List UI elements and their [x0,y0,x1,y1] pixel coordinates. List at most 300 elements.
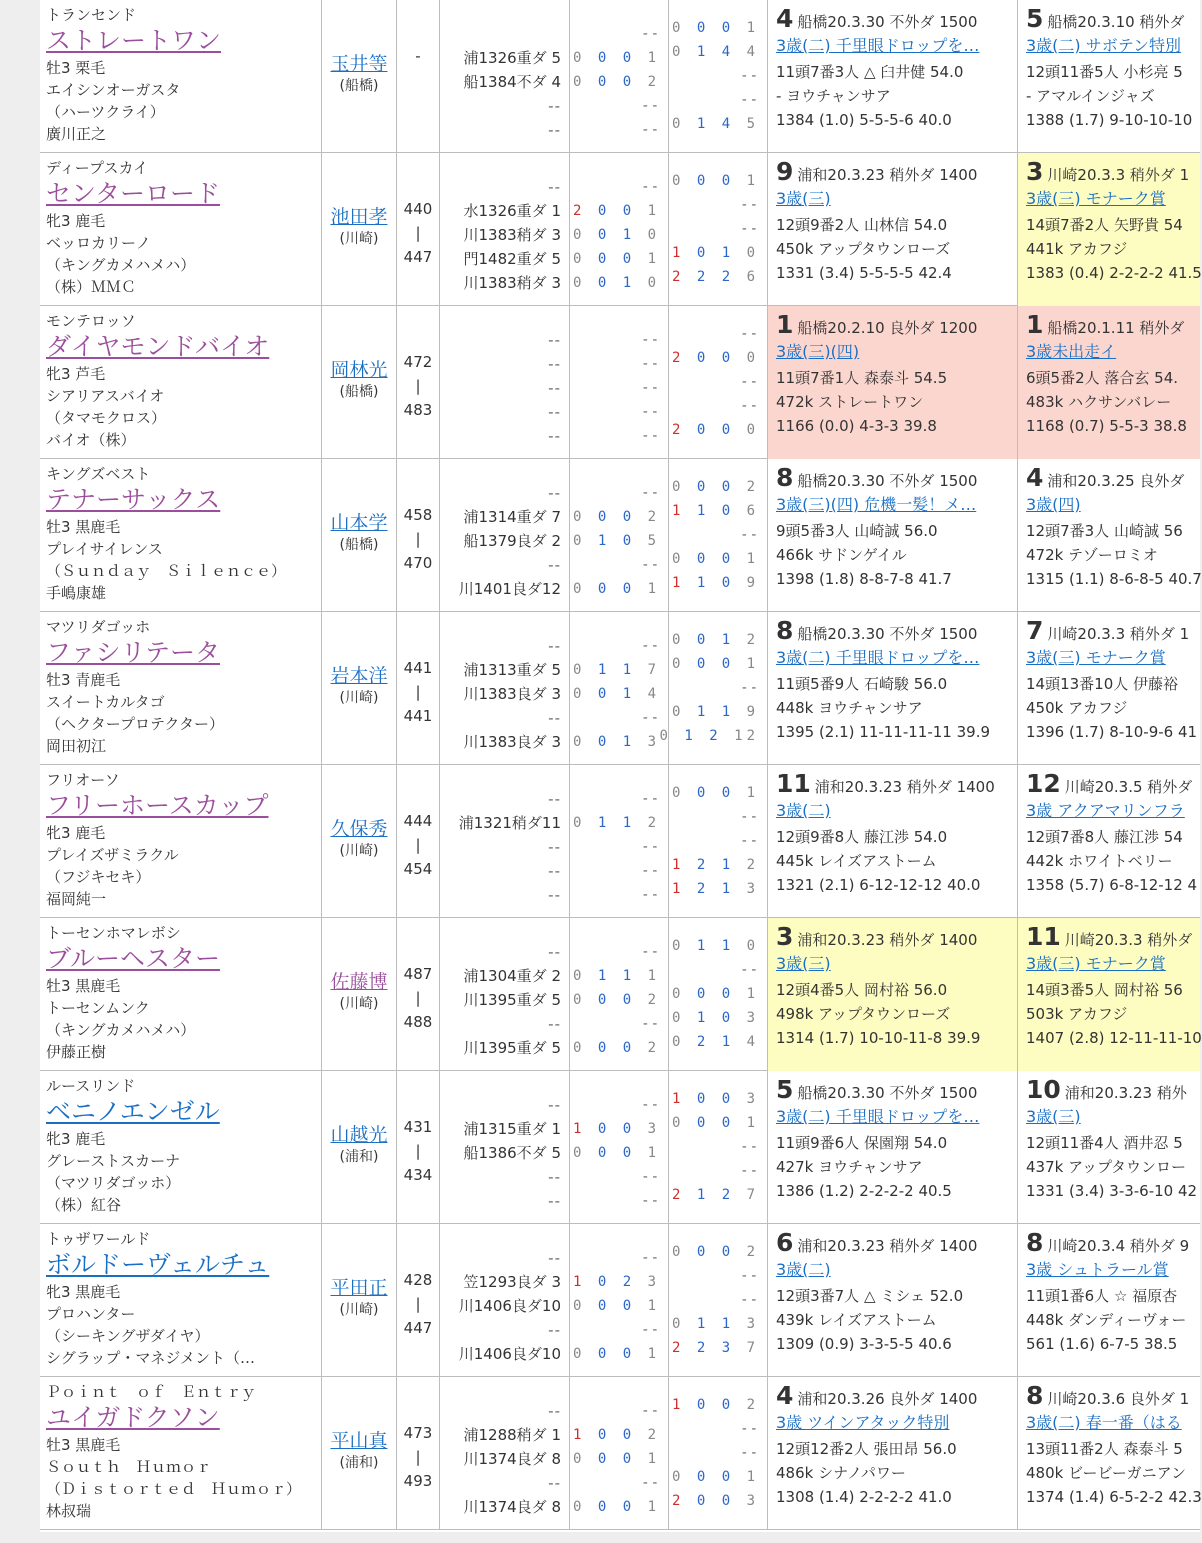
race-time: 1395 (2.1) 11-11-11-11 39.9 [776,723,991,741]
course-result-record: 1 0 0 2 [572,1427,660,1443]
course-result-record: 0 0 0 1 [572,251,660,267]
horse-name-link[interactable]: ファシリテータ [46,638,221,667]
sire-name: トーセンホマレボシ [46,924,181,942]
damsire-name: （シーキングザダイヤ） [46,1327,210,1345]
course-result-record: 0 1 0 5 [572,533,660,549]
jockey-name-link[interactable]: 平山真 [330,1430,388,1452]
empty-marker: -- [641,638,660,654]
damsire-name: （ヘクタープロテクター） [46,715,225,733]
last-race-cell [768,306,1018,459]
empty-marker: -- [740,221,759,237]
course-result-cell [570,0,669,153]
course-result-cell [570,612,669,765]
prev-race-cell [1018,1224,1200,1377]
empty-marker: -- [548,403,561,421]
weight-cell [397,459,440,612]
weight-separator: | [415,530,421,548]
course-result-cell [570,306,669,459]
race-time: 1396 (1.7) 8-10-9-6 41 [1026,723,1198,741]
race-class-link[interactable]: 3歳 アクアマリンフラ [1026,801,1185,820]
race-time: 1314 (1.7) 10-10-11-8 39.9 [776,1029,981,1047]
empty-marker: -- [641,710,660,726]
empty-marker: -- [641,332,660,348]
weight-min: 472 [403,353,433,371]
empty-marker: -- [641,1250,660,1266]
race-time: 1384 (1.0) 5-5-5-6 40.0 [776,111,952,129]
stats-cell [669,765,768,918]
record-stat: 0 0 0 1 [671,1115,759,1131]
last-race-cell [768,459,1018,612]
jockey-name-link[interactable]: 平田正 [330,1277,388,1299]
prev-race-cell [1018,1377,1200,1530]
race-winner: 445k レイズアストーム [776,852,937,870]
course-best-time: 船1386不ダ 5 [463,1144,561,1162]
race-class-link[interactable]: 3歳(四) [1026,495,1081,514]
empty-marker: -- [740,326,759,342]
horse-cell [40,612,322,765]
owner-name: 手嶋康雄 [46,584,107,602]
race-detail: 12頭11番5人 小杉亮 5 [1026,63,1183,81]
record-stat: 0 2 1 4 [671,1034,759,1050]
race-winner: 483k ハクサンバレー [1026,393,1172,411]
empty-marker: -- [641,887,660,903]
last-race-cell [768,153,1018,306]
race-time: 561 (1.6) 6-7-5 38.5 [1026,1335,1178,1353]
course-result-record: 0 1 1 2 [572,815,660,831]
dam-name: エイシンオーガスタ [46,81,181,99]
course-result-record: 0 0 0 2 [572,992,660,1008]
course-result-cell [570,1224,669,1377]
race-header: 川崎20.3.3 稍外ダ 1 [1047,625,1190,643]
empty-marker: -- [641,98,660,114]
empty-marker: -- [641,404,660,420]
race-detail: 14頭3番5人 岡村裕 56 [1026,981,1183,999]
race-header: 船橋20.3.30 不外ダ 1500 [797,1084,978,1102]
jockey-cell [322,1377,397,1530]
empty-marker: -- [740,833,759,849]
dam-name: トーセンムンク [46,999,150,1017]
race-class-link[interactable]: 3歳(三) モナーク賞 [1026,648,1166,667]
stats-cell [669,153,768,306]
race-winner: 466k サドンゲイル [776,546,907,564]
course-result-record: 1 0 2 3 [572,1274,660,1290]
empty-marker: -- [548,1474,561,1492]
owner-name: 福岡純一 [46,890,107,908]
stats-cell [669,306,768,459]
course-best-time: 川1395重ダ 5 [463,1039,561,1057]
jockey-name-link[interactable]: 岡林光 [330,359,388,381]
weight-max: 447 [403,248,433,266]
race-winner: 450k アカフジ [1026,699,1128,717]
empty-marker: -- [641,1475,660,1491]
record-stat: 0 0 0 1 [671,785,759,801]
race-time: 1398 (1.8) 8-8-7-8 41.7 [776,570,952,588]
race-time: 1315 (1.1) 8-6-8-5 40.7 [1026,570,1202,588]
race-detail: 11頭7番3人 △ 臼井健 54.0 [776,63,964,81]
empty-marker: -- [740,962,759,978]
course-best-time: 浦1304重ダ 2 [463,967,561,985]
jockey-cell [322,459,397,612]
jockey-cell [322,1071,397,1224]
record-stat: 0 1 4 5 [671,116,759,132]
damsire-name: （タマモクロス） [46,409,167,427]
race-class-link[interactable]: 3歳(二) 千里眼ドロップを… [776,36,980,55]
dam-name: シアリアスバイオ [46,387,165,405]
empty-marker: -- [641,122,660,138]
course-result-record: 0 0 0 1 [572,1145,660,1161]
race-winner: - アマルインジャズ [1026,87,1155,105]
race-detail: 14頭13番10人 伊藤裕 [1026,675,1179,693]
race-finish-rank: 5 [1026,4,1044,33]
weight-min: - [415,47,421,65]
horse-name-link[interactable]: ブルーヘスター [46,944,221,973]
horse-sex-color: 牡3 青鹿毛 [46,671,121,689]
record-stat: 0 0 0 1 [671,20,759,36]
table-row [40,0,1200,153]
jockey-track: (浦和) [339,1455,379,1471]
course-record-cell [440,153,570,306]
course-record-cell [440,612,570,765]
weight-separator: | [415,989,421,1007]
prev-race-cell [1018,153,1200,306]
race-detail: 9頭5番3人 山崎誠 56.0 [776,522,938,540]
empty-marker: -- [548,943,561,961]
race-winner: 486k シナノパワー [776,1464,906,1482]
empty-marker: -- [740,197,759,213]
jockey-cell [322,1224,397,1377]
race-finish-rank: 3 [776,922,794,951]
record-stat: 2 0 0 3 [671,1493,759,1509]
course-best-time: 川1374良ダ 8 [463,1450,561,1468]
prev-race-cell [1018,306,1200,459]
record-stat: 2 2 3 7 [671,1340,759,1356]
race-finish-rank: 10 [1026,1075,1061,1104]
race-class-link[interactable]: 3歳(三) [1026,1107,1081,1126]
horse-sex-color: 牝3 芦毛 [46,365,106,383]
damsire-name: （ハーツクライ） [46,103,165,121]
damsire-name: （マツリダゴッホ） [46,1174,181,1192]
record-stat: 0 1 2 12 [659,728,759,744]
course-best-time: 川1401良ダ12 [458,580,561,598]
race-class-link[interactable]: 3歳(三) モナーク賞 [1026,189,1166,208]
empty-marker: -- [641,791,660,807]
damsire-name: （Ｓｕｎｄａｙ Ｓｉｌｅｎｃｅ） [46,562,287,580]
empty-marker: -- [740,1421,759,1437]
empty-marker: -- [548,862,561,880]
race-time: 1386 (1.2) 2-2-2-2 40.5 [776,1182,952,1200]
weight-cell [397,1224,440,1377]
prev-race-cell [1018,459,1200,612]
horse-sex-color: 牡3 黒鹿毛 [46,977,121,995]
course-best-time: 船1384不ダ 4 [463,73,561,91]
race-header: 川崎20.3.4 稍外ダ 9 [1047,1237,1190,1255]
race-class-link[interactable]: 3歳未出走イ [1026,342,1117,361]
empty-marker: -- [548,1249,561,1267]
race-header: 浦和20.3.23 稍外ダ 1400 [814,778,995,796]
empty-marker: -- [641,428,660,444]
race-finish-rank: 4 [776,4,794,33]
race-winner: 442k ホワイトベリー [1026,852,1173,870]
horse-cell [40,0,322,153]
race-header: 川崎20.3.6 良外ダ 1 [1047,1390,1190,1408]
race-time: 1374 (1.4) 6-5-2-2 42.3 [1026,1488,1202,1506]
race-class-link[interactable]: 3歳(二) サボテン特別 [1026,36,1181,55]
horse-name-link[interactable]: ボルドーヴェルチュ [46,1250,270,1279]
race-time: 1308 (1.4) 2-2-2-2 41.0 [776,1488,952,1506]
horse-name-link[interactable]: センターロード [46,179,221,208]
weight-cell [397,1377,440,1530]
record-stat: 0 0 0 1 [671,1469,759,1485]
horse-name-link[interactable]: ユイガドクソン [46,1403,220,1432]
horse-cell [40,918,322,1071]
course-record-cell [440,765,570,918]
jockey-name-link[interactable]: 佐藤博 [330,971,388,993]
weight-max: 483 [403,401,433,419]
race-detail: 12頭7番8人 藤江渉 54 [1026,828,1183,846]
empty-marker: -- [641,1169,660,1185]
horse-sex-color: 牝3 黒鹿毛 [46,1283,121,1301]
race-class-link[interactable]: 3歳(三)(四) 危機一髪！メ… [776,495,977,514]
race-class-link[interactable]: 3歳(三) [776,189,831,208]
horse-name-link[interactable]: ベニノエンゼル [46,1097,220,1126]
jockey-name-link[interactable]: 池田孝 [330,206,388,228]
stats-cell [669,1377,768,1530]
weight-min: 440 [403,200,433,218]
race-class-link[interactable]: 3歳(三) モナーク賞 [1026,954,1166,973]
weight-cell [397,918,440,1071]
course-result-record: 0 0 1 4 [572,686,660,702]
course-best-time: 川1395重ダ 5 [463,991,561,1009]
course-result-record: 0 0 0 2 [572,1040,660,1056]
sire-name: ルースリンド [46,1077,136,1095]
record-stat: 1 2 1 3 [671,881,759,897]
race-header: 船橋20.3.30 不外ダ 1500 [797,13,978,31]
empty-marker: -- [740,1292,759,1308]
course-result-record: 0 0 1 0 [572,275,660,291]
sire-name: Ｐｏｉｎｔ ｏｆ Ｅｎｔｒｙ [46,1383,257,1401]
empty-marker: -- [740,1163,759,1179]
empty-marker: -- [548,355,561,373]
weight-max: 447 [403,1319,433,1337]
race-class-link[interactable]: 3歳 ツインアタック特別 [776,1413,950,1432]
weight-separator: | [415,1295,421,1313]
jockey-track: (船橋) [339,537,379,553]
prev-race-cell [1018,918,1200,1071]
empty-marker: -- [548,379,561,397]
race-detail: 11頭5番9人 石崎駿 56.0 [776,675,948,693]
empty-marker: -- [548,709,561,727]
race-detail: 11頭9番6人 保園翔 54.0 [776,1134,948,1152]
course-best-time: 門1482重ダ 5 [463,250,561,268]
course-best-time: 川1406良ダ10 [458,1345,561,1363]
course-result-record: 0 0 0 2 [572,74,660,90]
dam-name: ベッロカリーノ [46,234,151,252]
empty-marker: -- [740,374,759,390]
weight-cell [397,0,440,153]
race-header: 船橋20.3.30 不外ダ 1500 [797,625,978,643]
sire-name: トランセンド [46,6,137,24]
course-record-cell [440,1224,570,1377]
race-finish-rank: 8 [776,463,794,492]
course-result-cell [570,153,669,306]
race-class-link[interactable]: 3歳(二) [776,1260,831,1279]
damsire-name: （Ｄｉｓｔｏｒｔｅｄ Ｈｕｍｏｒ） [46,1480,302,1498]
race-time: 1383 (0.4) 2-2-2-2 41.5 [1026,264,1202,282]
race-header: 船橋20.1.11 稍外ダ [1047,319,1185,337]
empty-marker: -- [548,637,561,655]
course-record-cell [440,0,570,153]
course-record-cell [440,1377,570,1530]
table-row [40,918,1200,1071]
jockey-name-link[interactable]: 山本学 [330,512,388,534]
record-stat: 0 0 0 2 [671,1244,759,1260]
record-stat: 2 2 2 6 [671,269,759,285]
empty-marker: -- [740,527,759,543]
horse-cell [40,765,322,918]
table-row [40,1377,1200,1530]
race-class-link[interactable]: 3歳 シュトラール賞 [1026,1260,1169,1279]
owner-name: 岡田初江 [46,737,107,755]
prev-race-cell [1018,612,1200,765]
empty-marker: -- [740,92,759,108]
empty-marker: -- [641,1322,660,1338]
race-finish-rank: 8 [1026,1228,1044,1257]
course-best-time: 川1383稍ダ 3 [463,274,561,292]
record-stat: 2 1 2 7 [671,1187,759,1203]
horse-name-link[interactable]: ダイヤモンドバイオ [46,332,270,361]
weight-separator: | [415,683,421,701]
race-class-link[interactable]: 3歳(三) [776,954,831,973]
weight-cell [397,612,440,765]
race-winner: 480k ビービーガニアン [1026,1464,1186,1482]
race-class-link[interactable]: 3歳(二) 春一番（はる [1026,1413,1182,1432]
jockey-track: (船橋) [339,384,379,400]
course-best-time: 川1383良ダ 3 [463,733,561,751]
race-winner: - ヨウチャンサア [776,87,891,105]
weight-separator: | [415,836,421,854]
race-detail: 12頭12番2人 張田昂 56.0 [776,1440,957,1458]
race-header: 浦和20.3.23 稍外 [1064,1084,1187,1102]
race-time: 1309 (0.9) 3-3-5-5 40.6 [776,1335,952,1353]
course-result-cell [570,459,669,612]
weight-min: 441 [403,659,433,677]
course-result-cell [570,1071,669,1224]
jockey-cell [322,153,397,306]
sire-name: ディープスカイ [46,159,149,177]
jockey-cell [322,306,397,459]
record-stat: 0 0 0 2 [671,479,759,495]
race-class-link[interactable]: 3歳(二) 千里眼ドロップを… [776,648,980,667]
empty-marker: -- [740,398,759,414]
race-finish-rank: 6 [776,1228,794,1257]
record-stat: 0 1 0 3 [671,1010,759,1026]
jockey-name-link[interactable]: 玉井等 [330,53,388,75]
horse-name-link[interactable]: テナーサックス [46,485,221,514]
empty-marker: -- [548,178,561,196]
weight-min: 458 [403,506,433,524]
weight-min: 428 [403,1271,433,1289]
owner-name: 伊藤正樹 [46,1043,107,1061]
weight-max: 493 [403,1472,433,1490]
course-result-record: 0 0 0 1 [572,1298,660,1314]
course-best-time: 船1379良ダ 2 [463,532,561,550]
owner-name: シグラップ・マネジメント（… [46,1349,255,1367]
empty-marker: -- [548,1096,561,1114]
race-winner: 472k テゾーロミオ [1026,546,1158,564]
race-time: 1388 (1.7) 9-10-10-10 [1026,111,1193,129]
course-result-record: 0 0 0 1 [572,50,660,66]
sire-name: フリオーソ [46,771,120,789]
race-finish-rank: 3 [1026,157,1044,186]
empty-marker: -- [548,838,561,856]
empty-marker: -- [548,1321,561,1339]
weight-separator: | [415,1448,421,1466]
course-result-record: 0 0 1 0 [572,227,660,243]
stats-cell [669,1071,768,1224]
damsire-name: （キングカメハメハ） [46,1021,196,1039]
course-best-time: 浦1288稍ダ 1 [463,1426,561,1444]
owner-name: （株）ＭＭＣ [46,278,137,296]
race-time: 1321 (2.1) 6-12-12-12 40.0 [776,876,981,894]
jockey-name-link[interactable]: 山越光 [330,1124,388,1146]
empty-marker: -- [548,1015,561,1033]
table-row [40,1224,1200,1377]
race-header: 浦和20.3.26 良外ダ 1400 [797,1390,978,1408]
race-header: 浦和20.3.23 稍外ダ 1400 [797,1237,978,1255]
empty-marker: -- [641,1016,660,1032]
race-class-link[interactable]: 3歳(二) 千里眼ドロップを… [776,1107,980,1126]
race-class-link[interactable]: 3歳(三)(四) [776,342,860,361]
course-best-time: 浦1321稍ダ11 [458,814,561,832]
empty-marker: -- [641,839,660,855]
jockey-name-link[interactable]: 久保秀 [330,818,388,840]
weight-max: 470 [403,554,433,572]
jockey-name-link[interactable]: 岩本洋 [330,665,388,687]
empty-marker: -- [548,790,561,808]
stats-cell [659,612,768,765]
race-header: 川崎20.3.3 稍外ダ [1064,931,1193,949]
empty-marker: -- [548,556,561,574]
race-class-link[interactable]: 3歳(二) [776,801,831,820]
race-finish-rank: 1 [1026,310,1044,339]
course-result-record: 0 0 0 1 [572,581,660,597]
empty-marker: -- [641,380,660,396]
weight-max: 454 [403,860,433,878]
empty-marker: -- [740,68,759,84]
jockey-cell [322,918,397,1071]
course-best-time: 浦1313重ダ 5 [463,661,561,679]
horse-name-link[interactable]: フリーホースカップ [46,791,269,820]
dam-name: Ｓｏｕｔｈ Ｈｕｍｏｒ [46,1458,212,1476]
race-winner: 448k ダンディーヴォー [1026,1311,1187,1329]
table-row [40,153,1200,306]
race-finish-rank: 4 [776,1381,794,1410]
course-best-time: 笠1293良ダ 3 [463,1273,561,1291]
prev-race-cell [1018,765,1200,918]
course-result-cell [570,918,669,1071]
last-race-cell [768,918,1018,1071]
stats-cell [669,459,768,612]
horse-name-link[interactable]: ストレートワン [46,26,222,55]
race-time: 1331 (3.4) 3-3-6-10 42 [1026,1182,1198,1200]
owner-name: バイオ（株） [46,431,136,449]
dam-name: グレーストスカーナ [46,1152,181,1170]
record-stat: 1 0 1 0 [671,245,759,261]
empty-marker: -- [548,484,561,502]
empty-marker: -- [740,1139,759,1155]
race-header: 船橋20.2.10 良外ダ 1200 [797,319,978,337]
course-result-cell [570,765,669,918]
